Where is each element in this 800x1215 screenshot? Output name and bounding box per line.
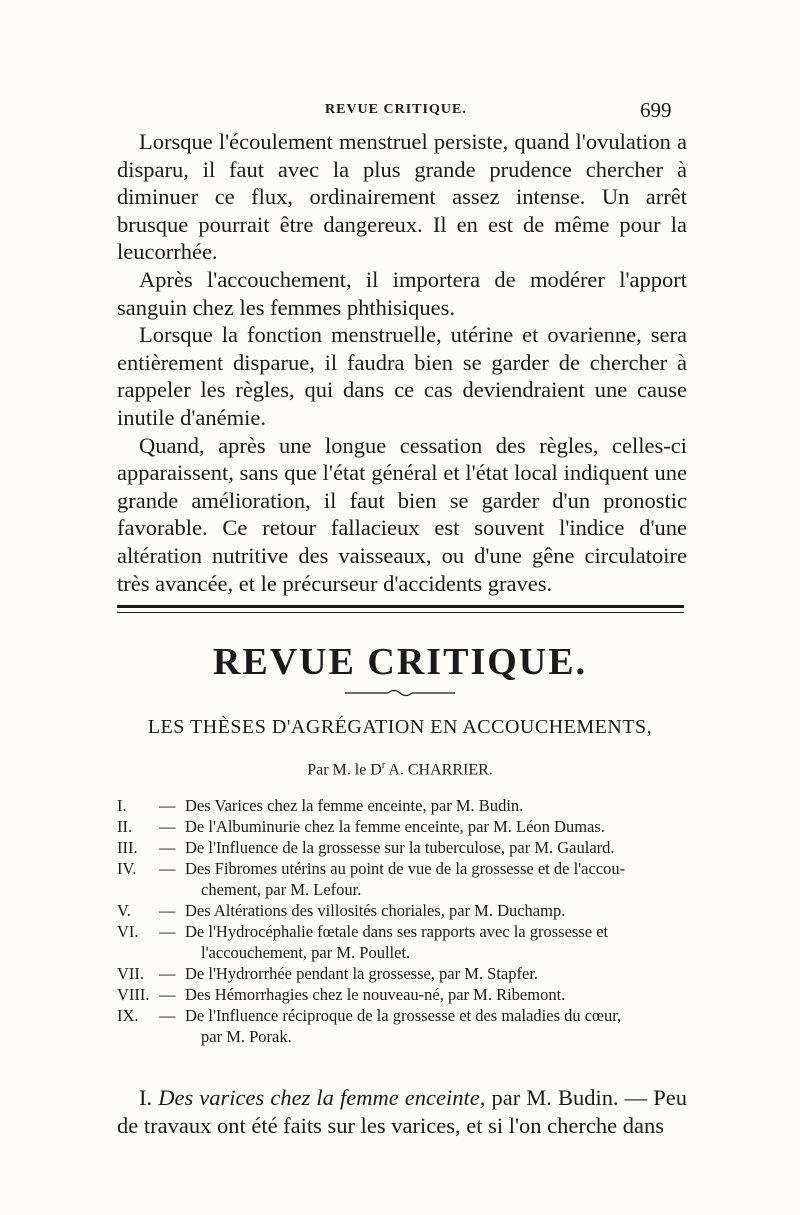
paragraph: Quand, après une longue cessation des règles, celles-ci apparaissent, sans que l'état général et l'état local indiquent une grande amélioration, il faut bien se garder d'un pronostic favorable. Ce retour fallacieux est souvent l'indice d'une altération nutritive des vaisseaux, ou d'une gêne circulatoire très avancée, et le précurseur d'accidents graves. [117,432,687,596]
intro-number: I. [139,1085,153,1110]
thesis-number: VIII. [117,985,150,1004]
thesis-dash: — [159,964,176,983]
list-item [117,858,687,900]
thesis-number: VII. [117,964,145,983]
thesis-line: Des Hémorrhagies chez le nouveau-né, par M. Ribemont. [185,985,566,1004]
section-divider-thick [117,605,684,608]
thesis-dash: — [159,796,176,815]
author-line [0,760,800,779]
page-number: 699 [640,98,672,122]
thesis-dash: — [159,838,176,857]
running-title: REVUE CRITIQUE. [325,102,467,117]
thesis-number: V. [117,901,131,920]
thesis-line: De l'Influence de la grossesse sur la tuberculose, par M. Gaulard. [185,838,615,857]
thesis-dash: — [159,859,176,878]
intro-byline: par M. Budin. — [491,1085,648,1110]
intro-paragraph [117,1084,687,1140]
body-text [117,128,687,597]
author-prefix: Par M. le D [307,761,382,779]
section-title: REVUE CRITIQUE. [212,641,588,683]
thesis-continuation: chement, par M. Lefour. [201,880,362,899]
thesis-number: IV. [117,859,137,878]
thesis-line: Des Altérations des villosités choriales, par M. Duchamp. [185,901,566,920]
thesis-line: De l'Hydrorrhée pendant la grossesse, par M. Stapfer. [185,964,539,983]
thesis-text [185,963,687,984]
thesis-line: De l'Albuminurie chez la femme enceinte, par M. Léon Dumas. [185,817,605,836]
section-divider-thin [117,612,684,613]
list-item [117,921,687,963]
thesis-text [185,816,687,837]
section-subtitle: LES THÈSES D'AGRÉGATION EN ACCOUCHEMENTS, [147,716,653,738]
paragraph: Lorsque l'écoulement menstruel persiste, quand l'ovulation a disparu, il faut avec la plus grande prudence chercher à diminuer ce flux, ordinairement assez intense. Un arrêt brusque pourrait être dangereux. Il en est de même pour la leucorrhée. [117,129,687,265]
thesis-number: III. [117,838,138,857]
thesis-dash: — [159,817,176,836]
thesis-line: De l'Influence réciproque de la grossesse et des maladies du cœur, [185,1006,622,1025]
thesis-continuation: l'accouchement, par M. Poullet. [201,943,411,962]
thesis-line: Des Varices chez la femme enceinte, par M. Budin. [185,796,524,815]
intro-text: Peu de travaux ont été faits sur les varices, et si l'on cherche dans [117,1085,688,1138]
thesis-number: I. [117,796,127,815]
thesis-number: VI. [117,922,139,941]
thesis-dash: — [159,1006,176,1025]
thesis-text [185,858,687,900]
list-item [117,963,687,984]
paragraph: Lorsque la fonction menstruelle, utérine et ovarienne, sera entièrement disparue, il faudra bien se garder de chercher à rappeler les règles, qui dans ce cas deviendraient une cause inutile d'anémie. [117,322,687,430]
paragraph: Après l'accouchement, il importera de modérer l'apport sanguin chez les femmes phthisiques. [117,266,687,320]
author-name: A. CHARRIER. [385,761,493,779]
thesis-number: IX. [117,1006,139,1025]
thesis-text [185,921,687,963]
thesis-text [185,837,687,858]
thesis-text [185,900,687,921]
thesis-text [185,795,687,816]
thesis-text [185,984,687,1005]
list-item [117,816,687,837]
thesis-text [185,1005,687,1047]
ornament-divider [340,688,460,698]
thesis-line: Des Fibromes utérins au point de vue de la grossesse et de l'accou- [185,859,626,878]
list-item [117,900,687,921]
author-sup: r [381,760,386,771]
list-item [117,795,687,816]
theses-list [117,795,687,1047]
thesis-number: II. [117,817,133,836]
list-item [117,984,687,1005]
intro-title: Des varices chez la femme enceinte, [158,1085,486,1110]
section-intro [117,1084,687,1140]
list-item [117,837,687,858]
thesis-continuation: par M. Porak. [201,1027,292,1046]
list-item [117,1005,687,1047]
thesis-dash: — [159,901,176,920]
thesis-dash: — [159,985,176,1004]
thesis-line: De l'Hydrocéphalie fœtale dans ses rapports avec la grossesse et [185,922,609,941]
running-head [0,98,800,126]
thesis-dash: — [159,922,176,941]
